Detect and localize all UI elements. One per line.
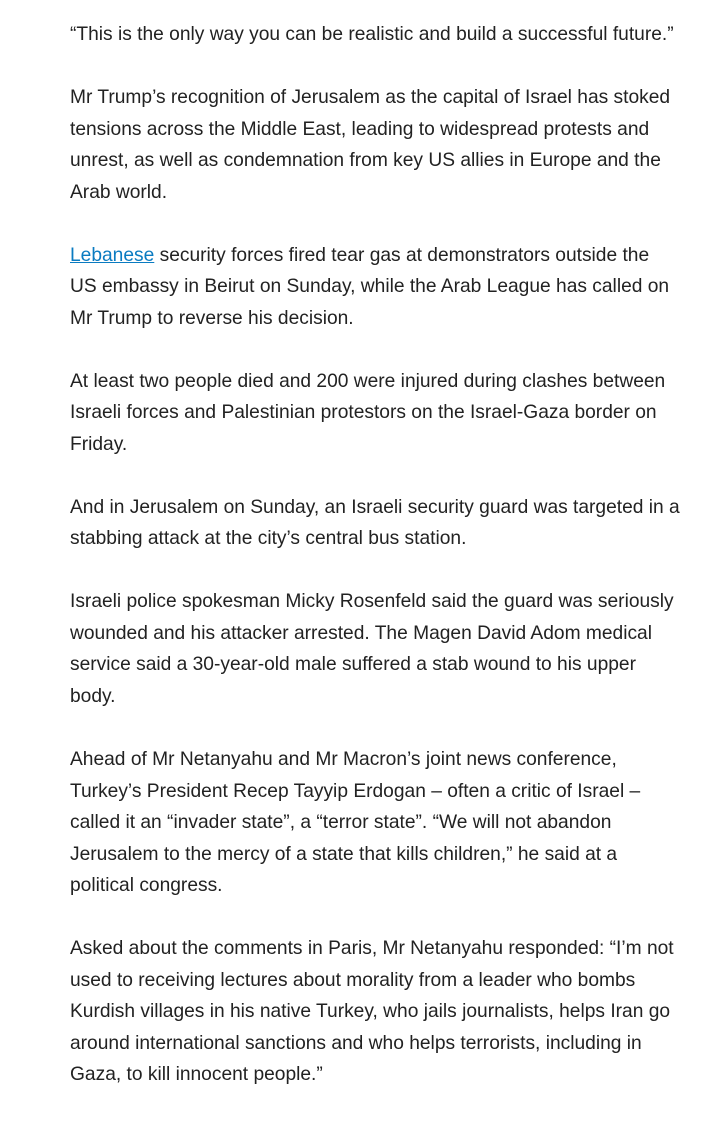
- paragraph-6: [70, 586, 680, 712]
- paragraph-text: security forces fired tear gas at demonstrators outside the US embassy in Beirut on Sunday, while the Arab League has called on Mr Trump to reverse his decision.: [70, 244, 670, 329]
- paragraph-text: Asked about the comments in Paris, Mr Netanyahu responded: “I’m not used to receiving lectures about morality from a leader who bombs Kurdish villages in his native Turkey, who jails journalists, helps Iran go around international sanctions and who helps terrorists, including in Gaza, to kill innocent people.”: [70, 938, 674, 1086]
- paragraph-8: [70, 933, 680, 1091]
- paragraph-text: Mr Trump’s recognition of Jerusalem as the capital of Israel has stoked tensions across the Middle East, leading to widespread protests and unrest, as well as condemnation from key US allies in Europe and the Arab world.: [70, 87, 671, 203]
- paragraph-text: And in Jerusalem on Sunday, an Israeli security guard was targeted in a stabbing attack at the city’s central bus station.: [70, 496, 680, 550]
- lebanese-link[interactable]: Lebanese: [70, 244, 155, 266]
- paragraph-7: [70, 744, 680, 902]
- paragraph-1: [70, 19, 680, 51]
- paragraph-text: “This is the only way you can be realistic and build a successful future.”: [70, 24, 674, 45]
- article-body: [70, 19, 680, 1122]
- paragraph-5: [70, 492, 680, 555]
- paragraph-3: [70, 240, 680, 335]
- paragraph-text: At least two people died and 200 were injured during clashes between Israeli forces and Palestinian protestors on the Israel-Gaza border on Friday.: [70, 370, 666, 455]
- paragraph-4: [70, 366, 680, 461]
- paragraph-text: Ahead of Mr Netanyahu and Mr Macron’s joint news conference, Turkey’s President Recep Tayyip Erdogan – often a critic of Israel – called it an “invader state”, a “terror state”. “We will not abandon Jerusalem to the mercy of a state that kills children,” he said at a political congress.: [70, 749, 641, 897]
- paragraph-text: Israeli police spokesman Micky Rosenfeld said the guard was seriously wounded and his attacker arrested. The Magen David Adom medical service said a 30-year-old male suffered a stab wound to his upper body.: [70, 591, 674, 707]
- paragraph-2: [70, 82, 680, 208]
